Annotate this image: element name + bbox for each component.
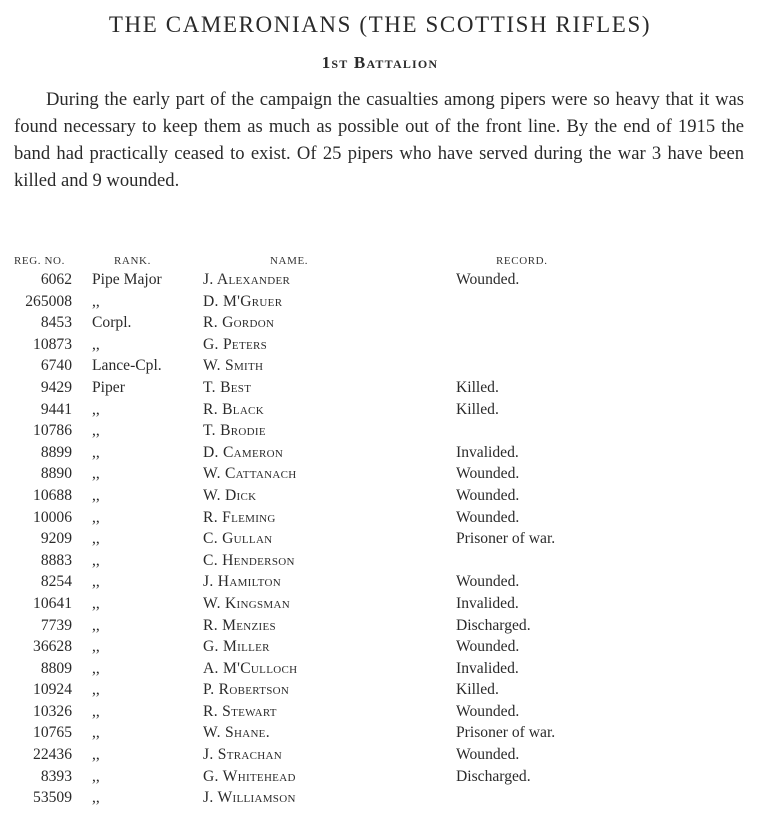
reg-no-cell: 10326 xyxy=(33,702,72,720)
rank-cell: ,, xyxy=(92,702,100,720)
name-cell: C. Gullan xyxy=(203,530,273,548)
name-cell: R. Fleming xyxy=(203,508,276,526)
reg-no-cell: 8254 xyxy=(40,573,72,591)
reg-no-cell: 10765 xyxy=(33,724,72,742)
table-row xyxy=(0,356,760,378)
rank-cell: Lance-Cpl. xyxy=(92,357,162,375)
table-row xyxy=(0,313,760,335)
record-cell: Wounded. xyxy=(456,465,520,483)
name-cell: T. Best xyxy=(203,378,252,396)
record-cell: Wounded. xyxy=(456,638,520,656)
record-cell: Wounded. xyxy=(456,746,520,764)
table-row xyxy=(0,594,760,616)
name-cell: G. Miller xyxy=(203,638,270,656)
reg-no-cell: 8809 xyxy=(40,659,72,677)
table-row xyxy=(0,659,760,681)
table-body xyxy=(0,270,760,810)
rank-cell: Pipe Major xyxy=(92,271,162,288)
record-cell: Killed. xyxy=(456,400,499,418)
name-cell: D. M'Gruer xyxy=(203,292,283,310)
name-cell: R. Menzies xyxy=(203,616,276,634)
name-cell: W. Kingsman xyxy=(203,594,290,612)
table-row xyxy=(0,680,760,702)
rank-cell: ,, xyxy=(92,465,100,483)
table-row xyxy=(0,421,760,443)
header-record: RECORD. xyxy=(496,255,548,267)
record-cell: Invalided. xyxy=(456,594,519,612)
record-cell: Prisoner of war. xyxy=(456,530,556,548)
record-cell: Wounded. xyxy=(456,508,520,526)
rank-cell: ,, xyxy=(92,594,100,612)
name-cell: W. Shane. xyxy=(203,724,270,742)
page-subtitle: 1st Battalion xyxy=(321,53,439,72)
rank-cell: ,, xyxy=(92,681,100,699)
rank-cell: Corpl. xyxy=(92,314,132,332)
rank-cell: ,, xyxy=(92,486,100,504)
reg-no-cell: 8883 xyxy=(40,551,72,569)
record-cell: Wounded. xyxy=(456,702,520,720)
table-row xyxy=(0,486,760,508)
reg-no-cell: 6740 xyxy=(40,357,72,375)
table-row xyxy=(0,292,760,314)
table-row xyxy=(0,723,760,745)
rank-cell: ,, xyxy=(92,659,100,677)
rank-cell: ,, xyxy=(92,508,100,526)
record-cell: Discharged. xyxy=(456,616,531,634)
reg-no-cell: 8899 xyxy=(40,443,72,461)
reg-no-cell: 10641 xyxy=(33,594,72,612)
name-cell: W. Cattanach xyxy=(203,465,297,483)
reg-no-cell: 265008 xyxy=(25,292,72,310)
reg-no-cell: 36628 xyxy=(33,638,72,656)
reg-no-cell: 10688 xyxy=(33,486,72,504)
table-row xyxy=(0,508,760,530)
table-row xyxy=(0,702,760,724)
table-header xyxy=(0,255,760,270)
header-rank: RANK. xyxy=(114,255,151,267)
record-cell: Wounded. xyxy=(456,486,520,504)
table-row xyxy=(0,767,760,789)
intro-paragraph: During the early part of the campaign the casualties among pipers were so heavy that it was found necessary to keep them as much as possible out of the front line. By the end of 1915 the band had practically ceased to exist. Of 25 pipers who have served during the war 3 have been killed and 9 wounded. xyxy=(14,89,744,191)
record-cell: Wounded. xyxy=(456,271,520,288)
rank-cell: ,, xyxy=(92,292,100,310)
table-row xyxy=(0,270,760,292)
reg-no-cell: 10006 xyxy=(33,508,72,526)
table-row xyxy=(0,745,760,767)
reg-no-cell: 10786 xyxy=(33,422,72,440)
rank-cell: ,, xyxy=(92,400,100,418)
rank-cell: ,, xyxy=(92,551,100,569)
table-row xyxy=(0,335,760,357)
header-reg-no: REG. NO. xyxy=(14,255,65,267)
table-row xyxy=(0,572,760,594)
reg-no-cell: 10924 xyxy=(33,681,72,699)
name-cell: W. Smith xyxy=(203,357,264,375)
name-cell: J. Hamilton xyxy=(203,573,281,591)
header-name: NAME. xyxy=(270,255,309,267)
table-row xyxy=(0,464,760,486)
reg-no-cell: 9441 xyxy=(40,400,72,418)
reg-no-cell: 7739 xyxy=(40,616,72,634)
reg-no-cell: 9209 xyxy=(40,530,72,548)
table-row xyxy=(0,788,760,810)
rank-cell: ,, xyxy=(92,746,100,764)
table-row xyxy=(0,443,760,465)
name-cell: J. Alexander xyxy=(203,271,291,288)
table-row xyxy=(0,616,760,638)
name-cell: P. Robertson xyxy=(203,681,290,699)
rank-cell: ,, xyxy=(92,335,100,353)
rank-cell: ,, xyxy=(92,767,100,785)
table-row xyxy=(0,378,760,400)
record-cell: Killed. xyxy=(456,378,499,396)
name-cell: R. Stewart xyxy=(203,702,277,720)
reg-no-cell: 6062 xyxy=(40,271,72,288)
name-cell: W. Dick xyxy=(203,486,257,504)
name-cell: T. Brodie xyxy=(203,422,266,440)
roll-table xyxy=(0,255,760,810)
reg-no-cell: 8393 xyxy=(40,767,72,785)
rank-cell: ,, xyxy=(92,573,100,591)
rank-cell: ,, xyxy=(92,724,100,742)
record-cell: Invalided. xyxy=(456,659,519,677)
name-cell: R. Gordon xyxy=(203,314,275,332)
record-cell: Prisoner of war. xyxy=(456,724,556,742)
record-cell: Wounded. xyxy=(456,573,520,591)
name-cell: J. Williamson xyxy=(203,789,296,807)
reg-no-cell: 9429 xyxy=(40,378,72,396)
rank-cell: ,, xyxy=(92,616,100,634)
reg-no-cell: 53509 xyxy=(33,789,72,807)
name-cell: C. Henderson xyxy=(203,551,295,569)
name-cell: D. Cameron xyxy=(203,443,284,461)
record-cell: Invalided. xyxy=(456,443,519,461)
record-cell: Discharged. xyxy=(456,767,531,785)
rank-cell: ,, xyxy=(92,638,100,656)
reg-no-cell: 22436 xyxy=(33,746,72,764)
table-row xyxy=(0,551,760,573)
name-cell: J. Strachan xyxy=(203,746,283,764)
page-title: THE CAMERONIANS (THE SCOTTISH RIFLES) xyxy=(108,12,652,37)
reg-no-cell: 10873 xyxy=(33,335,72,353)
reg-no-cell: 8453 xyxy=(40,314,72,332)
name-cell: G. Whitehead xyxy=(203,767,296,785)
name-cell: R. Black xyxy=(203,400,264,418)
table-row xyxy=(0,529,760,551)
rank-cell: Piper xyxy=(92,378,125,396)
table-row xyxy=(0,400,760,422)
reg-no-cell: 8890 xyxy=(40,465,72,483)
name-cell: A. M'Culloch xyxy=(203,659,298,677)
rank-cell: ,, xyxy=(92,789,100,807)
rank-cell: ,, xyxy=(92,530,100,548)
name-cell: G. Peters xyxy=(203,335,268,353)
record-cell: Killed. xyxy=(456,681,499,699)
table-row xyxy=(0,637,760,659)
rank-cell: ,, xyxy=(92,443,100,461)
rank-cell: ,, xyxy=(92,422,100,440)
